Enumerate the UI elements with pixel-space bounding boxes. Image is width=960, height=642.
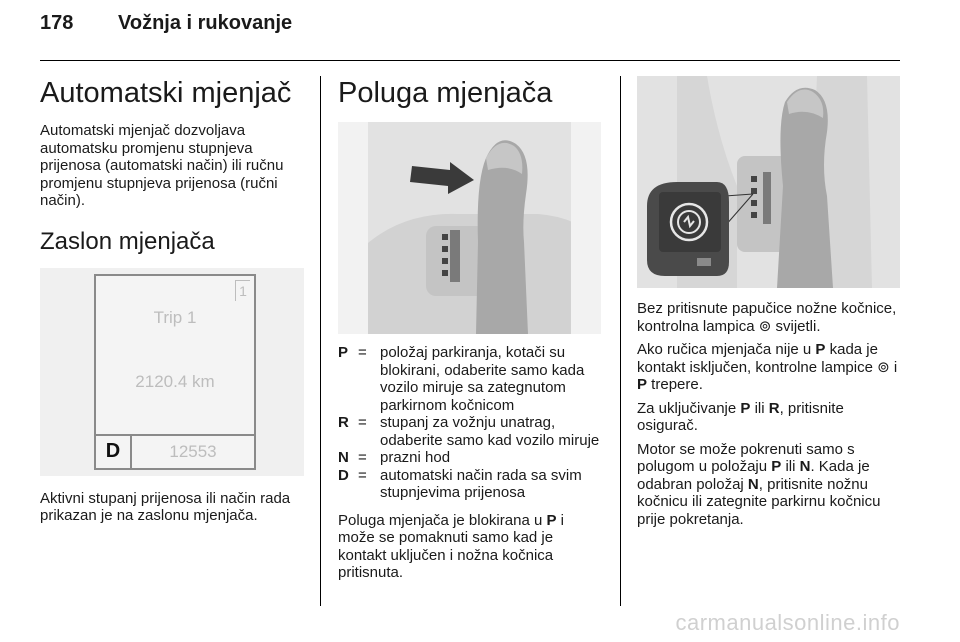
- page-header: [40, 12, 292, 35]
- text-fragment: , pritisnite nožnu kočnicu ili zategnite parkirnu kočnicu prije pokretanja.: [637, 475, 881, 528]
- paragraph-engine-start: [637, 441, 903, 529]
- text-fragment: kada je kontakt isključen, kontrolne lampice: [637, 341, 878, 376]
- definition-text: prazni hod: [380, 449, 451, 466]
- brake-lamp-icon: ⊚: [877, 358, 890, 376]
- text-fragment: Bez pritisnute papučice nožne kočnice, kontrolna lampica: [637, 300, 897, 335]
- display-page-indicator: 1: [235, 280, 250, 301]
- transmission-display-illustration: [40, 268, 304, 476]
- brake-lamp-drawing: [637, 76, 900, 288]
- text-fragment-bold: P: [637, 376, 648, 393]
- text-fragment: Motor se može pokrenuti samo s polugom u položaju: [637, 440, 855, 475]
- text-fragment: Za uključivanje: [637, 399, 741, 417]
- selector-lever-photo: [338, 122, 601, 334]
- brake-lamp-icon: ⊚: [758, 317, 772, 335]
- definition-key: N: [338, 449, 349, 466]
- column-brake-info: [637, 76, 903, 534]
- text-fragment: Poluga mjenjača je blokirana u: [338, 511, 547, 529]
- column-divider-right: [620, 76, 621, 606]
- definition-equals: =: [358, 414, 367, 431]
- definition-key: D: [338, 466, 349, 484]
- text-fragment-bold: P: [815, 341, 826, 358]
- definition-key: R: [338, 414, 349, 431]
- heading-transmission-display: Zaslon mjenjača: [40, 227, 215, 255]
- paragraph-engage: [637, 400, 903, 435]
- definition-row: [338, 414, 604, 449]
- text-fragment: Ako ručica mjenjača nije u: [637, 341, 816, 358]
- display-frame: [94, 274, 256, 470]
- gear-definitions: [338, 344, 604, 502]
- display-caption: Aktivni stupanj prijenosa ili način rada prikazan je na zaslonu mjenjača.: [40, 489, 291, 524]
- watermark: carmanualsonline.info: [675, 610, 900, 635]
- heading-selector-lever: Poluga mjenjača: [338, 77, 553, 109]
- text-fragment: trepere.: [647, 376, 703, 393]
- column-automatic-transmission: [40, 76, 306, 531]
- text-fragment-bold: P: [740, 399, 751, 417]
- display-code: 12553: [169, 441, 217, 461]
- definition-equals: =: [358, 449, 367, 466]
- text-fragment: ili: [750, 399, 769, 417]
- brake-lamp-photo: [637, 76, 900, 288]
- intro-paragraph: Automatski mjenjač dozvoljava automatsku promjenu stupnjeva prijenosa (automatski način) ili ručnu promjenu stupnjeva prijenosa (ručni način).: [40, 122, 284, 209]
- column-divider-left: [320, 76, 321, 606]
- heading-automatic-transmission: Automatski mjenjač: [40, 77, 292, 109]
- paragraph-brake-lamp: [637, 300, 903, 335]
- text-fragment-bold: N: [799, 458, 811, 475]
- definition-equals: =: [358, 344, 367, 361]
- definition-row: [338, 467, 604, 502]
- text-fragment-bold: P: [546, 511, 557, 529]
- definition-text: automatski način rada sa svim stupnjevima prijenosa: [380, 466, 582, 501]
- page-number: 178: [40, 12, 74, 34]
- display-trip-label: Trip 1: [153, 307, 197, 327]
- text-fragment: i: [889, 358, 898, 376]
- text-fragment: ili: [781, 458, 800, 475]
- lever-lock-paragraph: [338, 512, 604, 582]
- text-fragment: svijetli.: [771, 317, 821, 335]
- definition-row: [338, 344, 604, 414]
- text-fragment-bold: P: [771, 458, 782, 475]
- definition-equals: =: [358, 466, 367, 484]
- text-fragment: . Kada je odabran položaj: [637, 458, 870, 493]
- display-gear-indicator: D: [96, 434, 132, 468]
- section-title: Vožnja i rukovanje: [118, 12, 293, 34]
- text-fragment-bold: N: [747, 475, 759, 493]
- definition-text: položaj parkiranja, kotači su blokirani, odaberite samo kada vozilo miruje sa zategnutom parkirnom kočnicom: [380, 344, 585, 414]
- text-fragment: , pritisnite osigurač.: [637, 399, 844, 434]
- definition-text: stupanj za vožnju unatrag, odaberite samo kad vozilo miruje: [380, 414, 600, 449]
- paragraph-lamps-flash: [637, 341, 903, 394]
- definition-row: [338, 449, 604, 467]
- column-selector-lever: [338, 76, 604, 588]
- header-rule: [40, 60, 900, 61]
- display-odometer: 2120.4 km: [135, 371, 215, 391]
- definition-key: P: [338, 344, 349, 361]
- text-fragment: i može se pomaknuti samo kad je kontakt uključen i nožna kočnica pritisnuta.: [338, 511, 564, 581]
- text-fragment-bold: R: [768, 399, 780, 417]
- selector-lever-drawing: [338, 122, 601, 334]
